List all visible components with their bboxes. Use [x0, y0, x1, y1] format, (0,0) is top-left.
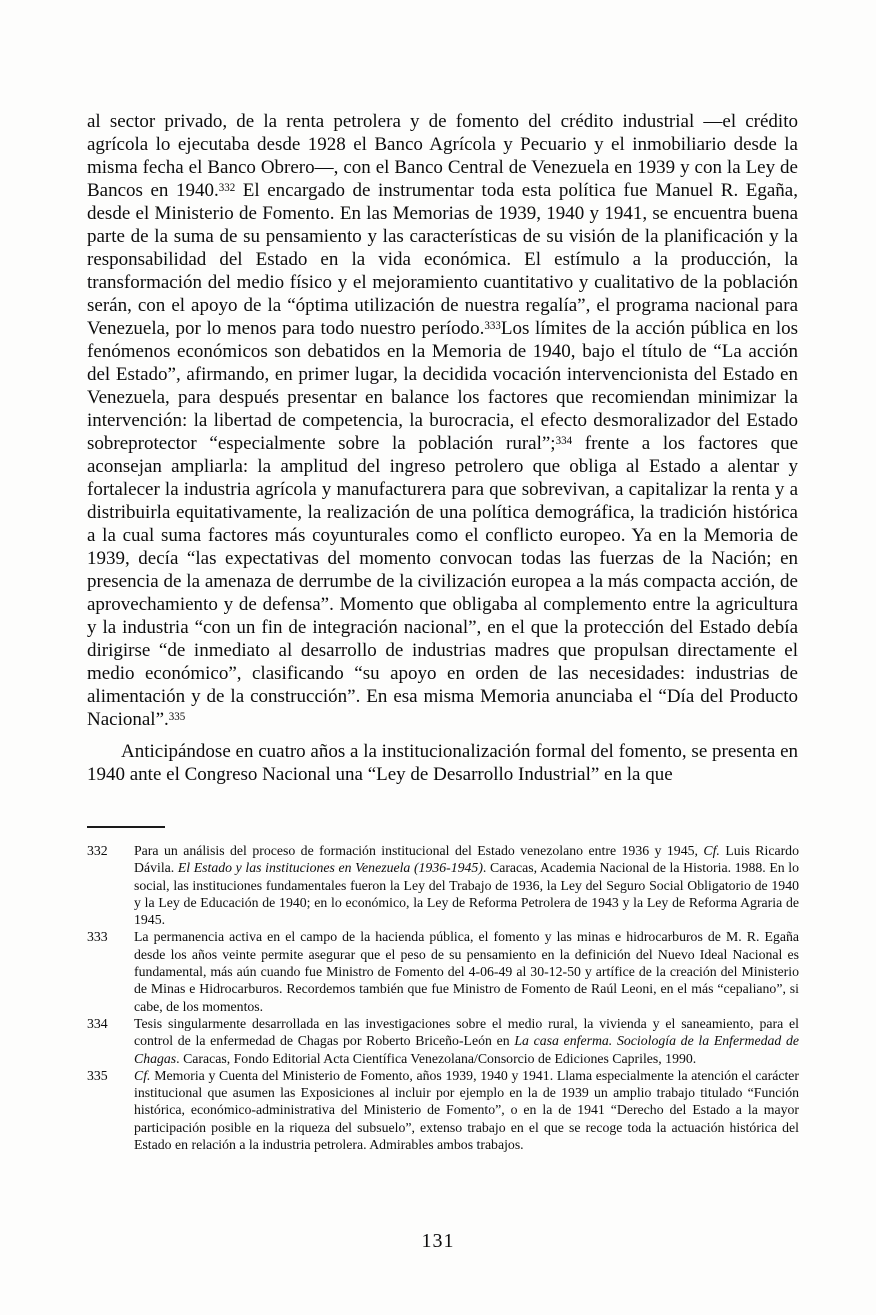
footnote-number: 334	[87, 1015, 108, 1031]
footnote-334	[87, 1015, 799, 1067]
footnotes-section	[87, 842, 799, 1153]
body-text	[87, 110, 798, 786]
footnote-separator	[87, 826, 165, 828]
page-number: 131	[421, 1230, 455, 1252]
footnote-number: 333	[87, 929, 108, 945]
footnote-332	[87, 842, 799, 928]
footnote-number: 335	[87, 1067, 108, 1083]
footnote-number: 332	[87, 843, 108, 858]
footnote-text: La permanencia activa en el campo de la hacienda pública, el fomento y las minas e hidrocarburos de M. R. Egaña desde los años veinte permite asegurar que el peso de su pensamiento en la definición del Nuevo Ideal Nacional es fundamental, más aún cuando fue Ministro de Fomento del 4-06-49 al 30-12-50 y artífice de la creación del Ministerio de Minas e Hidrocarburos. Recordemos también que fue Ministro de Fomento de Raúl Leoni, en el más “cepaliano”, si cabe, de los momentos.	[134, 929, 799, 1014]
paragraph-second: Anticipándose en cuatro años a la institucionalización formal del fomento, se presenta en 1940 ante el Congreso Nacional una “Ley de Desarrollo Industrial” en la que	[87, 741, 798, 785]
footnote-333	[87, 928, 799, 1014]
footnote-text: Tesis singularmente desarrollada en las investigaciones sobre el medio rural, la vivienda y el saneamiento, para el control de la enfermedad de Chagas por Roberto Briceño-León en La casa enferma. Sociología de la Enfermedad de Chagas. Caracas, Fondo Editorial Acta Científica Venezolana/Consorcio de Ediciones Capriles, 1990.	[134, 1015, 800, 1066]
footnote-text: Cf. Memoria y Cuenta del Ministerio de Fomento, años 1939, 1940 y 1941. Llama especialmente la atención el carácter institucional que asumen las Exposiciones al incluir por ejemplo en la de 1939 un amplio trabajo titulado “Función histórica, económico-administrativa del Ministerio de Fomento”, o en la de 1941 “Derecho del Estado a la mayor participación posible en la riqueza del subsuelo”, extenso trabajo en el que se recoge toda la actuación histórica del Estado en relación a la industria petrolera. Admirables ambos trabajos.	[134, 1067, 799, 1153]
paragraph-main: al sector privado, de la renta petrolera y de fomento del crédito industrial —el crédito agrícola lo ejecutaba desde 1928 el Banco Agrícola y Pecuario y el inmobiliario desde la misma fecha el Banco Obrero—, con el Banco Central de Venezuela en 1939 y con la Ley de Bancos en 1940.$^{332}$ El encargado de instrumentar toda esta política fue Manuel R. Egaña, desde el Ministerio de Fomento. En las Memorias de 1939, 1940 y 1941, se encuentra buena parte de la suma de su pensamiento y las características de su visión de la planificación y la responsabilidad del Estado en la vida económica. El estímulo a la producción, la transformación del medio físico y el mejoramiento cuantitativo y cualitativo de la población serán, con el apoyo de la “óptima utilización de nuestra regalía”, el programa nacional para Venezuela, por lo menos para todo nuestro período.$^{333}$Los límites de la acción pública en los fenómenos económicos son debatidos en la Memoria de 1940, bajo el título de “La acción del Estado”, afirmando, en primer lugar, la decidida vocación intervencionista del Estado en Venezuela, para después presentar en balance los factores que recomiendan minimizar la intervención: la libertad de competencia, la burocracia, el efecto desmoralizador del Estado sobreprotector “especialmente sobre la población rural”;$^{334}$ frente a los factores que aconsejan ampliarla: la amplitud del ingreso petrolero que obliga al Estado a alentar y fortalecer la industria agrícola y manufacturera para que sobrevivan, a capitalizar la renta y a distribuirla equitativamente, la realización de una política demográfica, la tradición histórica a la cual suma factores más coyunturales como el conflicto europeo. Ya en la Memoria de 1939, decía “las expectativas del momento convocan todas las fuerzas de la Nación; en presencia de la amenaza de derrumbe de la civilización europea a la más compacta acción, de aprovechamiento y de defensa”. Momento que obligaba al complemento entre la agricultura y la industria “con un fin de integración nacional”, en el que la protección del Estado debía dirigirse “de inmediato al desarrollo de industrias madres que propulsan directamente el medio económico”, clasificando “su apoyo en orden de las necesidades: industrias de alimentación y de la construcción”. En esa misma Memoria anunciaba el “Día del Producto Nacional”.$^{335}$	[87, 111, 798, 730]
footnote-335	[87, 1067, 799, 1153]
footnote-text: Para un análisis del proceso de formación institucional del Estado venezolano entre 1936 y 1945, Cf. Luis Ricardo Dávila. El Estado y las instituciones en Venezuela (1936-1945). Caracas, Academia Nacional de la Historia. 1988. En lo social, las instituciones fundamentales fueron la Ley del Trabajo de 1936, la Ley del Seguro Social Obligatorio de 1940 y la Ley de Educación de 1940; en lo económico, la Ley de Reforma Petrolera de 1943 y la Ley de Reforma Agraria de 1945.	[134, 843, 799, 928]
